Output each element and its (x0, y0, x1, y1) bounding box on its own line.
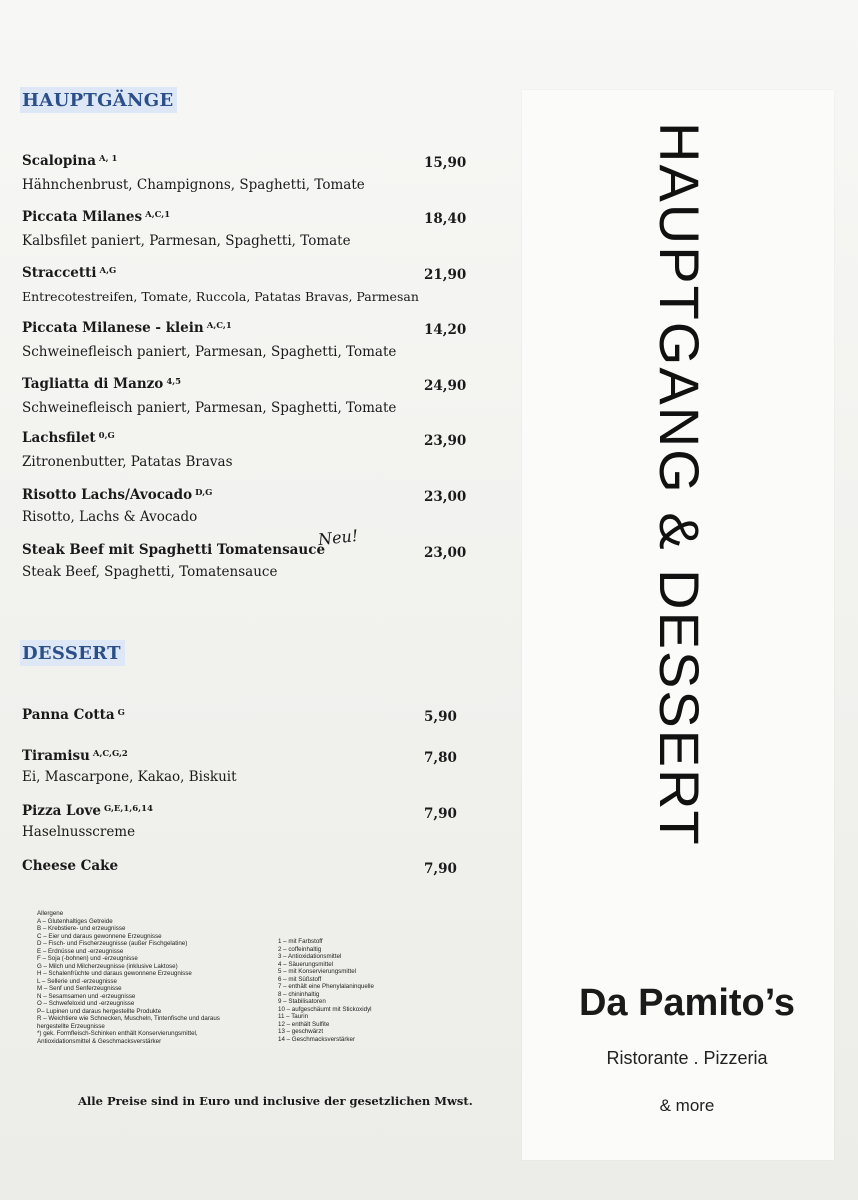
new-badge: Neu! (317, 525, 360, 550)
legend-line: 1 – mit Farbstoff (278, 938, 323, 945)
menu-item (22, 541, 472, 581)
item-description: Risotto, Lachs & Avocado (22, 509, 198, 525)
item-price: 15,90 (424, 155, 467, 171)
legend-line: 6 – mit Süßstoff (278, 975, 322, 983)
item-description: Haselnusscreme (22, 824, 136, 840)
item-name: Straccetti $^{A,G}$ (22, 265, 117, 281)
item-price: 18,40 (424, 211, 467, 227)
item-price: 23,90 (424, 433, 467, 449)
price-note: Alle Preise sind in Euro und inclusive der gesetzlichen Mwst. (78, 1094, 473, 1108)
restaurant-name: Da Pamito’s (578, 982, 796, 1024)
legend-line: hergestellte Erzeugnisse (37, 1022, 105, 1030)
restaurant-subtitle: Ristorante . Pizzeria (606, 1048, 768, 1068)
section-heading-hauptgaenge: HAUPTGÄNGE (20, 87, 177, 113)
menu-item (22, 857, 472, 875)
allergen-codes: 0,G (98, 431, 115, 441)
legend-line: M – Senf und Senferzeugnisse (37, 985, 122, 992)
item-price: 5,90 (424, 709, 457, 725)
legend-line: 14 – Geschmacksverstärker (278, 1035, 356, 1043)
menu-item (22, 745, 472, 786)
legend-line: R – Weichtiere wie Schnecken, Muscheln, Tintenfische und daraus (37, 1015, 220, 1022)
menu-item (22, 150, 472, 194)
item-description: Ei, Mascarpone, Kakao, Biskuit (22, 769, 237, 785)
legend-line: *) gek. Formfleisch-Schinken enthält Konservierungsmittel, (37, 1030, 198, 1037)
allergen-codes: A,G (99, 266, 117, 276)
allergen-legend-numbers (278, 938, 374, 1043)
item-description: Zitronenbutter, Patatas Bravas (22, 454, 233, 470)
legend-line: 10 – aufgeschäumt mit Stickoxidyl (278, 1005, 372, 1013)
section-heading-dessert: DESSERT (20, 640, 125, 666)
item-price: 21,90 (424, 267, 467, 283)
menu-item (22, 800, 472, 841)
legend-line: B – Krebstiere- und erzeugnisse (37, 925, 126, 932)
item-name: Cheese Cake (22, 858, 119, 874)
menu-item (22, 484, 472, 526)
legend-line: G – Milch und Milcherzeugnisse (inklusive Laktose) (37, 962, 178, 970)
item-name: Pizza Love $^{G,E,1,6,14}$ (22, 803, 153, 819)
legend-line: 8 – chininhaltig (278, 990, 320, 998)
allergen-codes: A, 1 (98, 154, 118, 164)
item-description: Steak Beef, Spaghetti, Tomatensauce (22, 564, 278, 580)
legend-line: 7 – enthält eine Phenylalaninquelle (278, 983, 374, 990)
legend-line: 2 – coffeinhaltig (278, 945, 322, 953)
item-name: Piccata Milanese - klein $^{A,C,1}$ (22, 320, 232, 336)
legend-line: H – Schalenfrüchte und daraus gewonnene Erzeugnisse (37, 970, 192, 977)
menu-item (22, 427, 472, 471)
item-price: 7,90 (424, 806, 457, 822)
legend-line: 13 – geschwärzt (278, 1028, 324, 1035)
item-description: Entrecotestreifen, Tomate, Ruccola, Patatas Bravas, Parmesan (22, 289, 419, 304)
item-name: Tagliatta di Manzo $^{4,5}$ (22, 376, 182, 392)
item-description: Schweinefleisch paniert, Parmesan, Spaghetti, Tomate (22, 400, 397, 416)
item-price: 7,90 (424, 861, 457, 877)
allergen-codes: A,C,1 (206, 321, 232, 331)
item-price: 14,20 (424, 322, 467, 338)
legend-line: 3 – Antioxidationsmittel (278, 953, 342, 960)
item-name: Steak Beef mit Spaghetti Tomatensauce (22, 542, 326, 558)
legend-line: A – Glutenhaltiges Getreide (37, 917, 113, 925)
legend-line: O – Schwefeloxid und -erzeugnisse (37, 1000, 135, 1007)
item-price: 23,00 (424, 545, 467, 561)
allergen-codes: G (117, 708, 125, 718)
item-price: 7,80 (424, 750, 457, 766)
legend-line: 9 – Stabilisatoren (278, 998, 326, 1005)
legend-line: P– Lupinen und daraus hergestellte Produkte (37, 1007, 162, 1015)
item-name: Risotto Lachs/Avocado $^{D,G}$ (22, 487, 213, 503)
item-description: Hähnchenbrust, Champignons, Spaghetti, Tomate (22, 177, 365, 193)
allergen-codes: G,E,1,6,14 (104, 804, 153, 814)
menu-item (22, 704, 472, 724)
menu-item (22, 262, 472, 306)
legend-line: L – Sellerie und -erzeugnisse (37, 977, 117, 985)
legend-line: Antioxidationsmittel & Geschmacksverstärker (37, 1037, 162, 1045)
menu-item (22, 206, 472, 250)
legend-line: 5 – mit Konservierungsmittel (278, 968, 357, 975)
allergen-codes: A,C,G,2 (92, 749, 128, 759)
item-name: Panna Cotta $^G$ (22, 707, 125, 723)
legend-line: E – Erdnüsse und -erzeugnisse (37, 947, 124, 955)
legend-line: F – Soja (-bohnen) und -erzeugnisse (37, 955, 138, 962)
item-name: Scalopina $^{A, 1}$ (22, 153, 118, 169)
legend-line: C – Eier und daraus gewonnene Erzeugnisse (37, 932, 162, 940)
legend-line: 4 – Säuerungsmittel (278, 960, 334, 968)
legend-line: Allergene (37, 910, 64, 917)
allergen-codes: 4,5 (166, 377, 182, 387)
legend-line: 12 – enthält Sulfite (278, 1020, 330, 1028)
item-name: Tiramisu $^{A,C,G,2}$ (22, 748, 128, 764)
allergen-legend-letters (37, 910, 220, 1045)
vertical-title: HAUPTGANG & DESSERT (648, 122, 711, 847)
item-description: Schweinefleisch paniert, Parmesan, Spaghetti, Tomate (22, 344, 397, 360)
item-description: Kalbsfilet paniert, Parmesan, Spaghetti, Tomate (22, 233, 351, 249)
item-price: 24,90 (424, 378, 467, 394)
menu-item (22, 317, 472, 361)
item-name: Piccata Milanes $^{A,C,1}$ (22, 209, 171, 225)
item-price: 23,00 (424, 489, 467, 505)
legend-line: D – Fisch- und Fischerzeugnisse (außer Fischgelatine) (37, 940, 188, 947)
allergen-codes: D,G (195, 488, 213, 498)
allergen-codes: A,C,1 (145, 210, 171, 220)
item-name: Lachsfilet $^{0,G}$ (22, 430, 115, 446)
legend-line: N – Sesamsamen und -erzeugnisse (37, 992, 136, 1000)
legend-line: 11 – Taurin (278, 1013, 309, 1020)
menu-item (22, 373, 472, 417)
restaurant-more: & more (659, 1096, 715, 1115)
